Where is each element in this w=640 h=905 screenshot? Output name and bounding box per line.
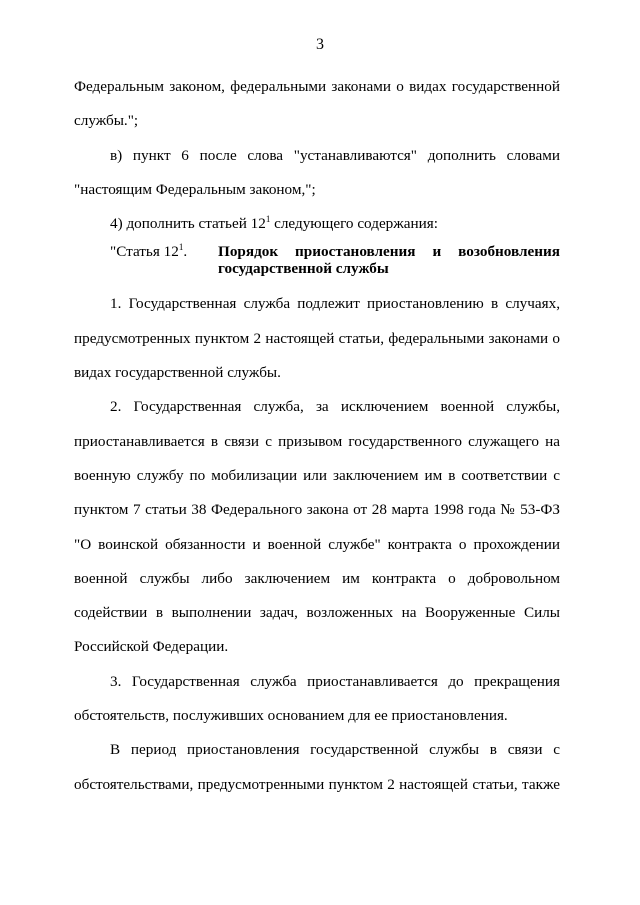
article-point-3-continuation: В период приостановления государственной службы в связи с обстоятельствами, предусмотренными пунктом 2 настоящей статьи, также (74, 741, 560, 793)
paragraph-item-4 (74, 207, 560, 241)
document-body (74, 70, 560, 802)
article-title: Порядок приостановления и возобновления государственной службы (218, 243, 560, 278)
paragraph-item-4-tail: следующего содержания: (270, 215, 438, 233)
article-heading (74, 243, 560, 277)
paragraph-subitem-v: в) пункт 6 после слова "устанавливаются" дополнить словами "настоящим Федеральным законом,"; (74, 146, 560, 198)
article-point-1: 1. Государственная служба подлежит приостановлению в случаях, предусмотренных пунктом 2 настоящей статьи, федеральными законами о видах государственной службы. (74, 295, 560, 382)
paragraph-continuation: Федеральным законом, федеральными законами о видах государственной службы."; (74, 78, 560, 130)
article-label-superscript: 1 (178, 242, 184, 253)
page-number: 3 (316, 36, 324, 53)
article-point-3: 3. Государственная служба приостанавливается до прекращения обстоятельств, послуживших основанием для ее приостановления. (74, 672, 560, 725)
article-label-dot: . (183, 243, 188, 261)
article-point-2: 2. Государственная служба, за исключением военной службы, приостанавливается в связи с призывом государственного служащего на военную службу по мобилизации или заключением им в соответствии с пунктом 7 статьи 38 Федерального закона от 28 марта 1998 года № 53-ФЗ "О воинской обязанности и военной службе" контракта о прохождении военной службы либо заключением им контракта о добровольном содействии в выполнении задач, возложенных на Вооруженные Силы Российской Федерации. (74, 398, 560, 656)
superscript: 1 (265, 214, 271, 225)
article-label (110, 243, 218, 277)
article-label-text: "Статья 12 (110, 243, 179, 261)
paragraph-item-4-text: 4) дополнить статьей 12 (110, 215, 266, 233)
